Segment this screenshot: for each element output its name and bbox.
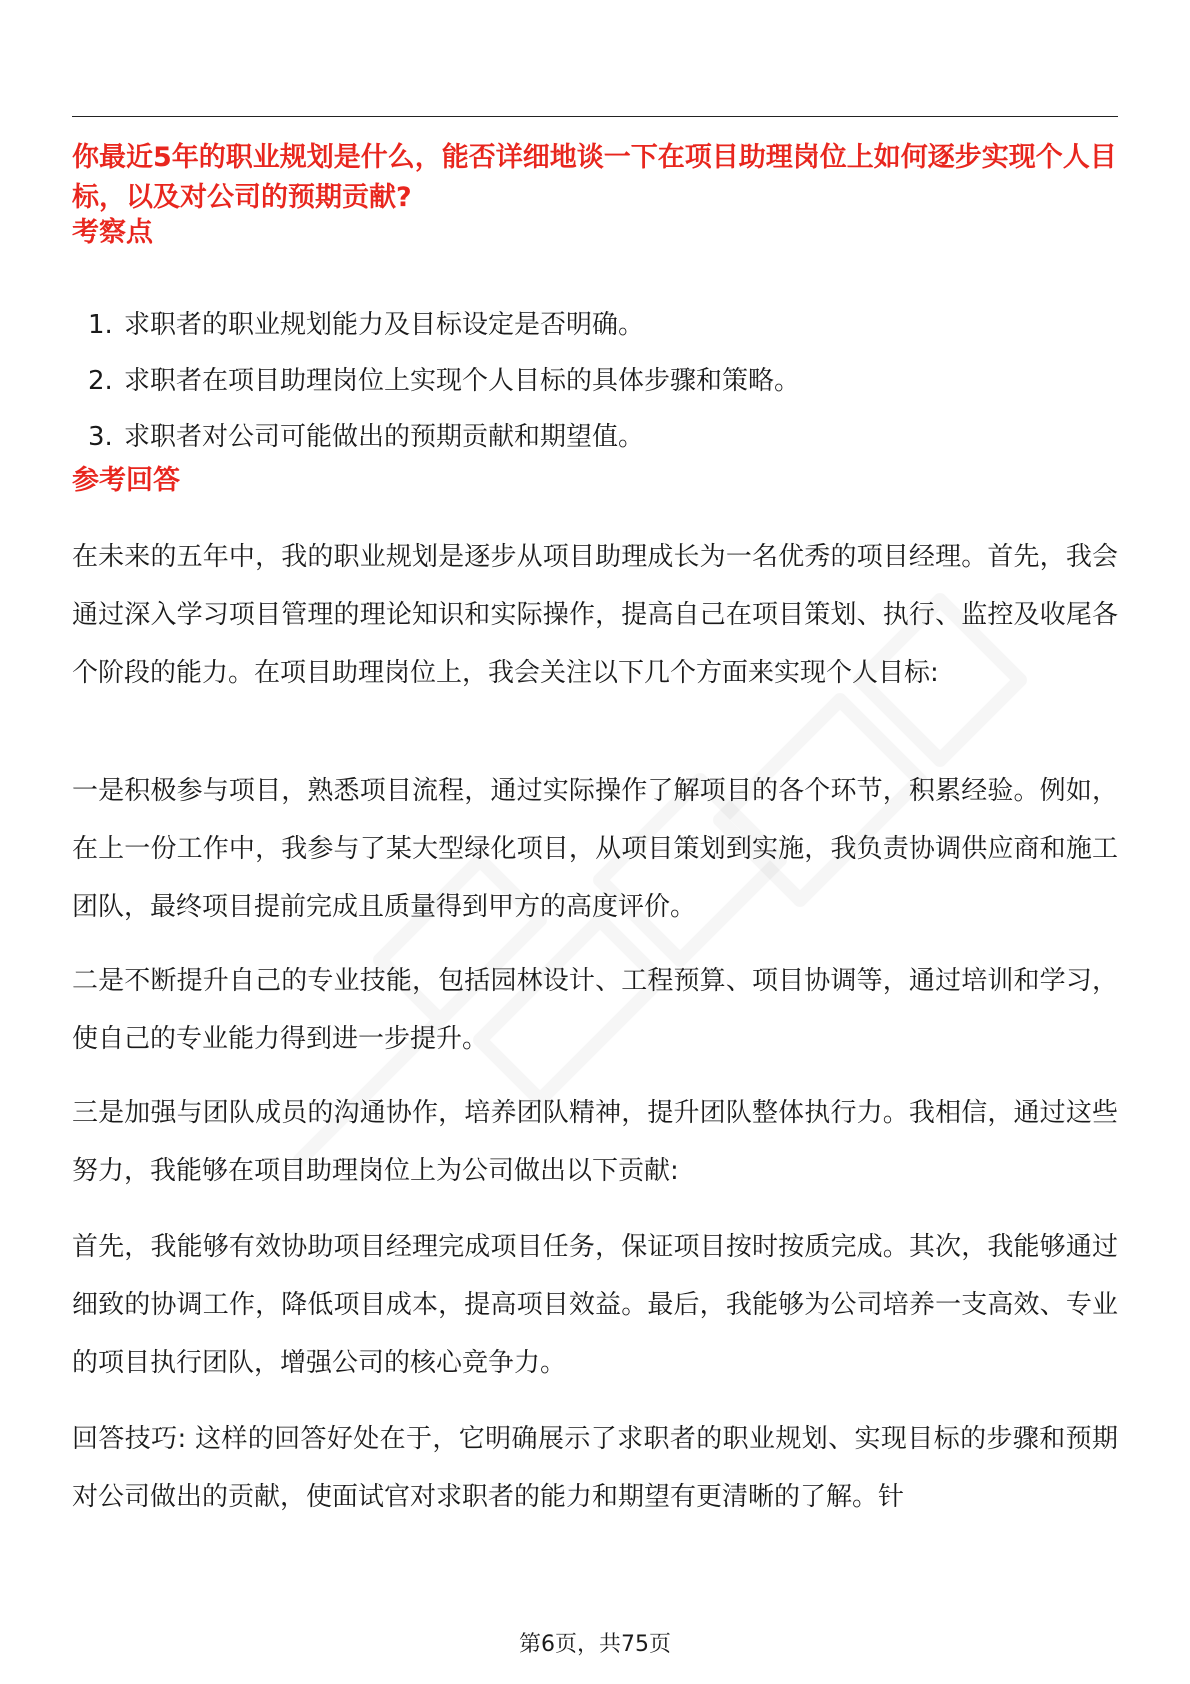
list-item-number: 1.	[88, 310, 113, 340]
question-title: 你最近5年的职业规划是什么，能否详细地谈一下在项目助理岗位上如何逐步实现个人目标，以及对公司的预期贡献?	[72, 142, 1117, 213]
answer-paragraph-1: 在未来的五年中，我的职业规划是逐步从项目助理成长为一名优秀的项目经理。首先，我会通过深入学习项目管理的理论知识和实际操作，提高自己在项目策划、执行、监控及收尾各个阶段的能力。在项目助理岗位上，我会关注以下几个方面来实现个人目标:	[72, 542, 1118, 688]
points-list	[72, 306, 1118, 474]
list-item	[72, 306, 1118, 362]
answer-tips-paragraph: 回答技巧: 这样的回答好处在于，它明确展示了求职者的职业规划、实现目标的步骤和预期对公司做出的贡献，使面试官对求职者的能力和期望有更清晰的了解。针	[72, 1424, 1118, 1512]
list-item-number: 2.	[88, 366, 113, 396]
header-rule	[72, 116, 1118, 117]
answer-paragraph-3: 二是不断提升自己的专业技能，包括园林设计、工程预算、项目协调等，通过培训和学习，使自己的专业能力得到进一步提升。	[72, 966, 1118, 1054]
answer-paragraph-4: 三是加强与团队成员的沟通协作，培养团队精神，提升团队整体执行力。我相信，通过这些努力，我能够在项目助理岗位上为公司做出以下贡献:	[72, 1098, 1118, 1186]
answer-heading: 参考回答	[72, 465, 180, 496]
list-item-text: 求职者对公司可能做出的预期贡献和期望值。	[124, 422, 645, 452]
list-item-text: 求职者在项目助理岗位上实现个人目标的具体步骤和策略。	[124, 366, 801, 396]
answer-paragraph-5: 首先，我能够有效协助项目经理完成项目任务，保证项目按时按质完成。其次，我能够通过细致的协调工作，降低项目成本，提高项目效益。最后，我能够为公司培养一支高效、专业的项目执行团队，增强公司的核心竞争力。	[72, 1232, 1118, 1378]
points-heading: 考察点	[72, 217, 153, 248]
list-item-text: 求职者的职业规划能力及目标设定是否明确。	[124, 310, 645, 340]
list-item-number: 3.	[88, 422, 113, 452]
page-footer: 第6页，共75页	[519, 1632, 671, 1657]
list-item	[72, 362, 1118, 418]
list-item	[72, 418, 1118, 474]
answer-paragraph-2: 一是积极参与项目，熟悉项目流程，通过实际操作了解项目的各个环节，积累经验。例如，在上一份工作中，我参与了某大型绿化项目，从项目策划到实施，我负责协调供应商和施工团队，最终项目提前完成且质量得到甲方的高度评价。	[72, 776, 1118, 922]
